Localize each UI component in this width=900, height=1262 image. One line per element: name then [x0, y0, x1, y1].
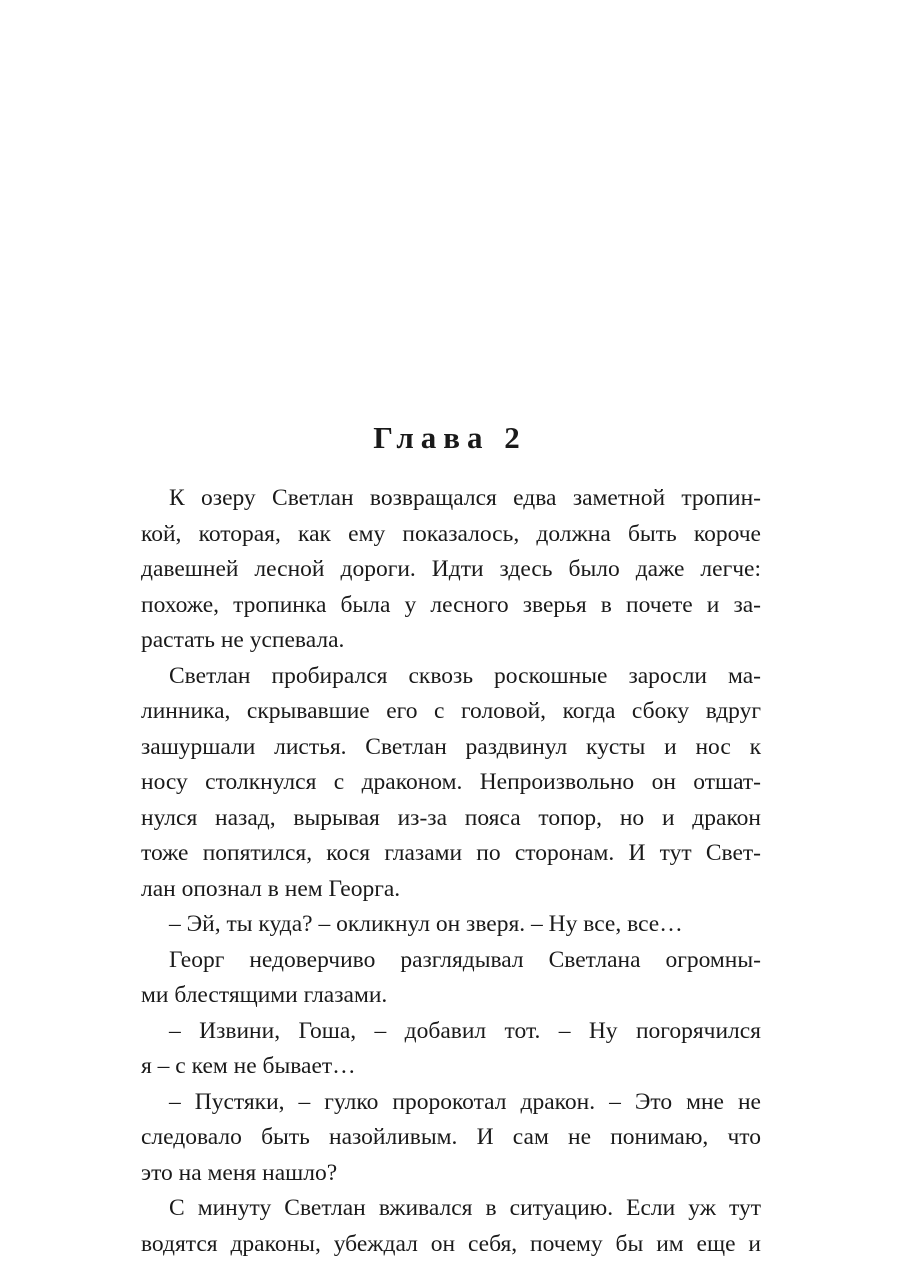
- text-line: похоже, тропинка была у лесного зверья в почете и за-: [141, 588, 761, 624]
- text-line: растать не успевала.: [141, 623, 761, 659]
- chapter-title: Глава 2: [0, 416, 900, 460]
- text-line: Георг недоверчиво разглядывал Светлана огромны-: [141, 943, 761, 979]
- text-line: ми блестящими глазами.: [141, 978, 761, 1014]
- text-line: нулся назад, вырывая из-за пояса топор, но и дракон: [141, 801, 761, 837]
- text-line: кой, которая, как ему показалось, должна быть короче: [141, 517, 761, 553]
- text-line: – Извини, Гоша, – добавил тот. – Ну погорячился: [141, 1014, 761, 1050]
- text-line: Светлан пробирался сквозь роскошные заросли ма-: [141, 659, 761, 695]
- text-line: это на меня нашло?: [141, 1156, 761, 1192]
- text-line: зашуршали листья. Светлан раздвинул кусты и нос к: [141, 730, 761, 766]
- text-line: водятся драконы, убеждал он себя, почему бы им еще и: [141, 1227, 761, 1262]
- text-line: линника, скрывавшие его с головой, когда сбоку вдруг: [141, 694, 761, 730]
- text-line: носу столкнулся с драконом. Непроизвольно он отшат-: [141, 765, 761, 801]
- text-line: следовало быть назойливым. И сам не понимаю, что: [141, 1120, 761, 1156]
- text-line: – Пустяки, – гулко пророкотал дракон. – Это мне не: [141, 1085, 761, 1121]
- text-line: – Эй, ты куда? – окликнул он зверя. – Ну все, все…: [141, 907, 761, 943]
- text-line: лан опознал в нем Георга.: [141, 872, 761, 908]
- text-line: С минуту Светлан вживался в ситуацию. Если уж тут: [141, 1191, 761, 1227]
- text-line: давешней лесной дороги. Идти здесь было даже легче:: [141, 552, 761, 588]
- text-line: я – с кем не бывает…: [141, 1049, 761, 1085]
- body-text: [141, 481, 761, 1262]
- text-line: тоже попятился, кося глазами по сторонам. И тут Свет-: [141, 836, 761, 872]
- text-line: К озеру Светлан возвращался едва заметной тропин-: [141, 481, 761, 517]
